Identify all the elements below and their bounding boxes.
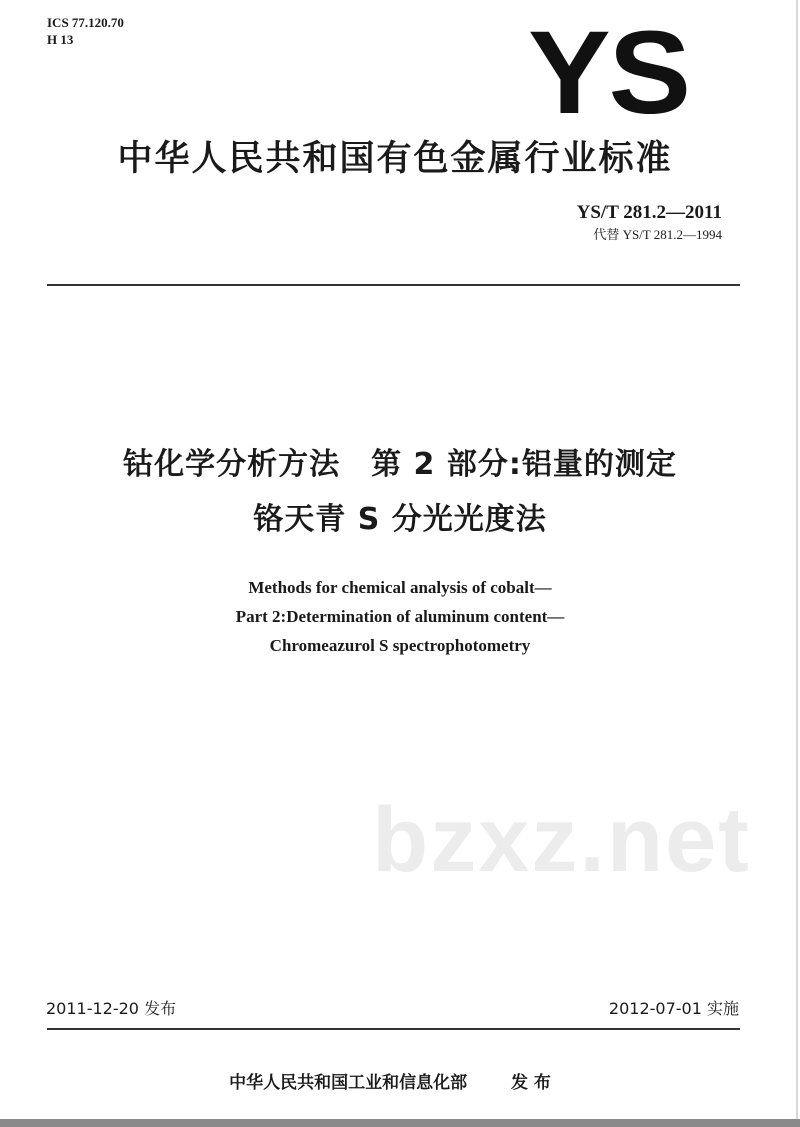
classification-codes bbox=[47, 14, 124, 48]
title-en bbox=[0, 573, 800, 660]
replaces-code: 代替 YS/T 281.2—1994 bbox=[593, 227, 722, 242]
publisher-line bbox=[0, 1072, 780, 1094]
title-en-line: Methods for chemical analysis of cobalt— bbox=[248, 578, 552, 597]
watermark: bzxz.net bbox=[372, 789, 751, 891]
header-divider bbox=[47, 284, 740, 286]
implement-date: 2012-07-01 实施 bbox=[608, 999, 739, 1018]
standard-code: YS/T 281.2—2011 bbox=[576, 202, 722, 223]
ics-code: ICS 77.120.70 bbox=[47, 15, 124, 30]
bottom-scroll-bar bbox=[0, 1119, 800, 1127]
title-cn-line2: 铬天青 S 分光光度法 bbox=[253, 502, 547, 537]
publisher: 中华人民共和国工业和信息化部 bbox=[229, 1073, 468, 1093]
title-en-line: Chromeazurol S spectrophotometry bbox=[269, 636, 531, 655]
publish-label: 发 布 bbox=[511, 1073, 551, 1093]
standard-category-title: 中华人民共和国有色金属行业标准 bbox=[117, 139, 673, 179]
page-edge bbox=[796, 0, 798, 1120]
title-cn-line1: 钴化学分析方法 第 2 部分:铝量的测定 bbox=[123, 447, 677, 482]
ccs-code: H 13 bbox=[47, 32, 74, 47]
standard-code-block bbox=[577, 202, 722, 243]
footer-divider bbox=[47, 1028, 740, 1030]
ys-logo: YS bbox=[528, 7, 690, 139]
title-en-line: Part 2:Determination of aluminum content— bbox=[235, 607, 565, 626]
issue-date: 2011-12-20 发布 bbox=[46, 999, 177, 1018]
